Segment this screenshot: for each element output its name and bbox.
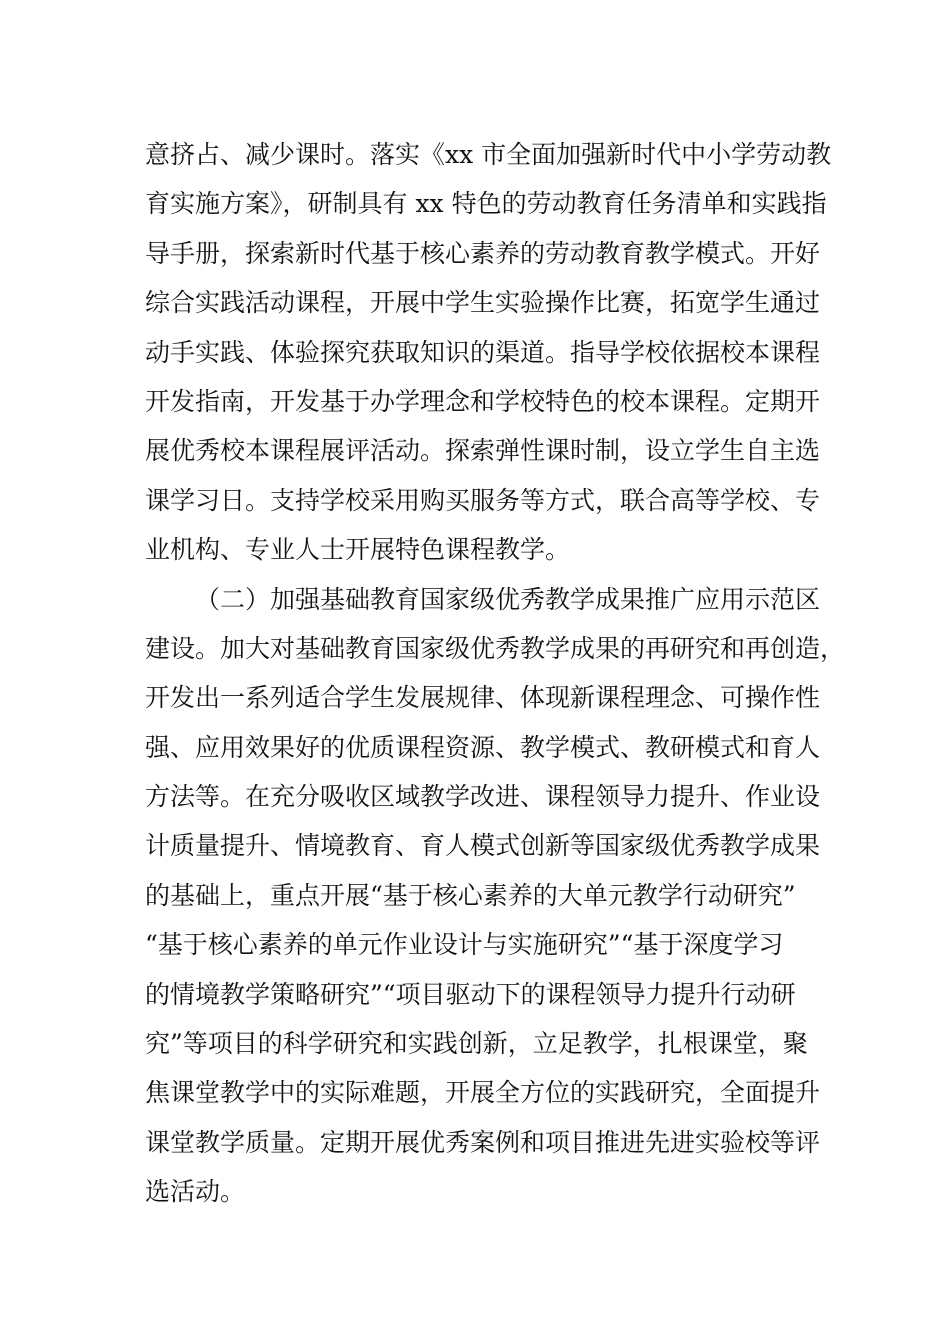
text-line: 强、应用效果好的优质课程资源、教学模式、教研模式和育人 [145,732,821,762]
text-line: 计质量提升、情境教育、育人模式创新等国家级优秀教学成果 [145,831,821,861]
text-line: 焦课堂教学中的实际难题，开展全方位的实践研究，全面提升 [145,1078,821,1108]
text-line: 方法等。在充分吸收区域教学改进、课程领导力提升、作业设 [145,782,821,812]
paragraph-2 [145,575,846,1217]
text-line: 导手册，探索新时代基于核心素养的劳动教育教学模式。开好 [145,238,821,268]
text-line: 建设。加大对基础教育国家级优秀教学成果的再研究和再创造， [145,633,846,663]
text-line: 意挤占、减少课时。落实《xx 市全面加强新时代中小学劳动教 [145,140,832,169]
document-body [145,130,846,1217]
text-line: 究”等项目的科学研究和实践创新，立足教学，扎根课堂，聚 [145,1029,808,1059]
text-line: 的情境教学策略研究”“项目驱动下的课程领导力提升行动研 [145,979,796,1009]
text-line: 的基础上，重点开展“基于核心素养的大单元教学行动研究” [145,880,796,910]
text-line: 课堂教学质量。定期开展优秀案例和项目推进先进实验校等评 [145,1127,821,1157]
paragraph-1 [145,130,832,575]
text-line: 开发出一系列适合学生发展规律、体现新课程理念、可操作性 [145,683,821,713]
text-line: 动手实践、体验探究获取知识的渠道。指导学校依据校本课程 [145,337,821,367]
text-line: 课学习日。支持学校采用购买服务等方式，联合高等学校、专 [145,485,821,515]
text-line: 选活动。 [145,1177,246,1207]
text-line: 育实施方案》，研制具有 xx 特色的劳动教育任务清单和实践指 [145,189,827,219]
text-line: “基于核心素养的单元作业设计与实施研究”“基于深度学习 [145,930,784,960]
text-line: 业机构、专业人士开展特色课程教学。 [145,535,571,565]
text-line: 展优秀校本课程展评活动。探索弹性课时制，设立学生自主选 [145,436,821,466]
section-heading-line: （二）加强基础教育国家级优秀教学成果推广应用示范区 [195,584,821,614]
text-line: 综合实践活动课程，开展中学生实验操作比赛，拓宽学生通过 [145,288,821,318]
text-line: 开发指南，开发基于办学理念和学校特色的校本课程。定期开 [145,386,821,416]
